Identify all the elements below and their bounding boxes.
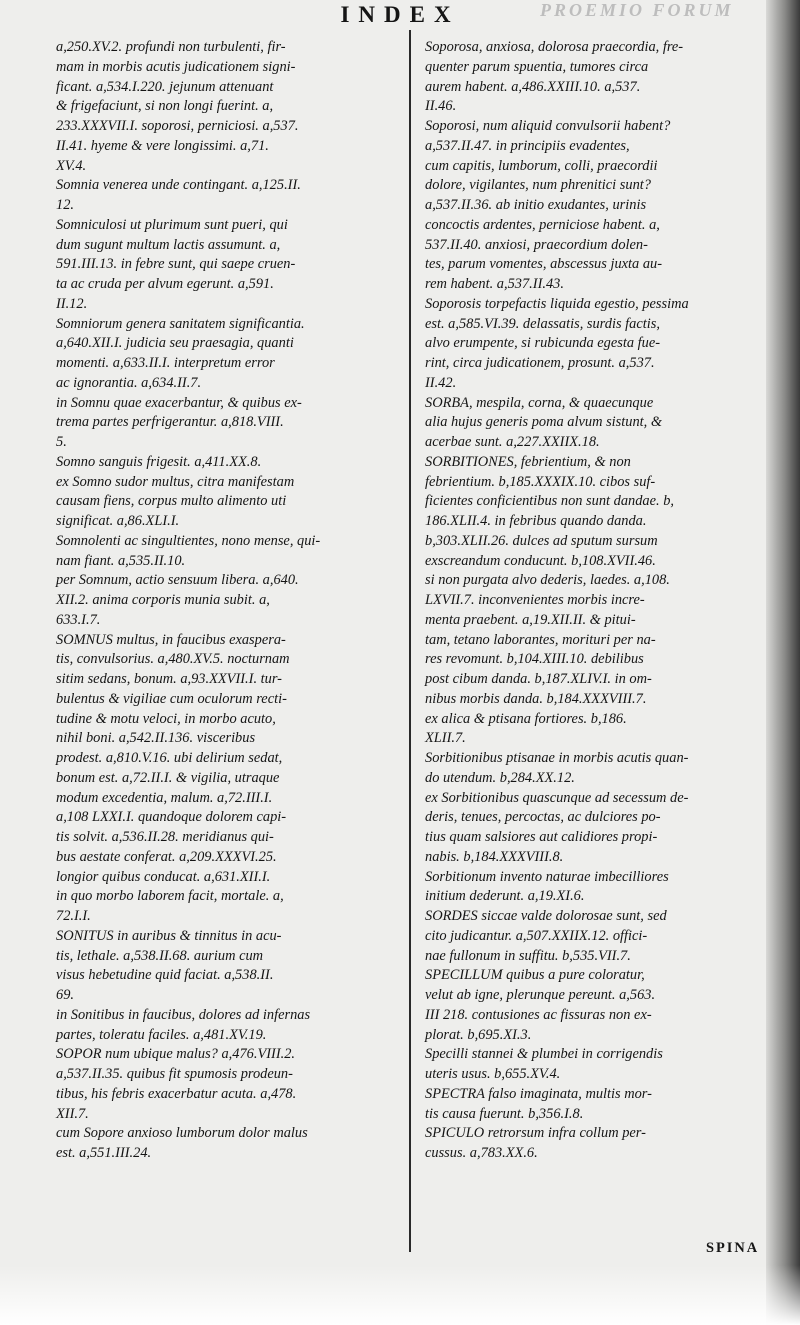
- entry-line: in Sonitibus in faucibus, dolores ad infernas: [56, 1006, 311, 1023]
- index-entry: [425, 868, 760, 908]
- entry-line: momenti. a,633.II.I. interpretum error: [56, 355, 275, 371]
- entry-line: visus hebetudine quid faciat. a,538.II.: [56, 967, 274, 984]
- entry-line: LXVII.7. inconvenientes morbis incre-: [425, 592, 645, 608]
- entry-line: cito judicantur. a,507.XXIIX.12. offici-: [425, 927, 648, 944]
- entry-line: nabis. b,184.XXXVIII.8.: [425, 848, 564, 865]
- entry-line: quenter parum spuentia, tumores circa: [425, 58, 649, 75]
- entry-line: deris, tenues, percoctas, ac dulciores po-: [425, 809, 661, 826]
- index-entry: [56, 571, 396, 630]
- index-entry: [56, 927, 396, 1006]
- entry-line: tis causa fuerunt. b,356.I.8.: [425, 1105, 584, 1122]
- entry-line: sitim sedans, bonum. a,93.XXVII.I. tur-: [56, 671, 282, 687]
- entry-line: a,108 LXXI.I. quandoque dolorem capi-: [56, 809, 287, 826]
- index-entry: [56, 216, 396, 315]
- entry-line: uteris usus. b,655.XV.4.: [425, 1066, 561, 1082]
- entry-line: 591.III.13. in febre sunt, qui saepe cruen-: [56, 256, 296, 273]
- entry-line: a,640.XII.I. judicia seu praesagia, quanti: [56, 335, 294, 352]
- entry-line: ex Sorbitionibus quascunque ad secessum de-: [425, 789, 689, 806]
- entry-line: Somno sanguis frigesit. a,411.XX.8.: [56, 453, 262, 470]
- entry-line: SPECTRA falso imaginata, multis mor-: [425, 1085, 652, 1102]
- entry-line: b,303.XLII.26. dulces ad sputum sursum: [425, 532, 658, 549]
- entry-line: causam fiens, corpus multo alimento uti: [56, 493, 287, 510]
- entry-line: & frigefaciunt, si non longi fuerint. a,: [56, 98, 274, 115]
- index-entry: [425, 966, 760, 1045]
- entry-line: in Somnu quae exacerbantur, & quibus ex-: [56, 394, 302, 411]
- entry-line: tes, parum vomentes, abscessus juxta au-: [425, 256, 663, 273]
- entry-line: rem habent. a,537.II.43.: [425, 276, 564, 292]
- entry-line: 186.XLII.4. in febribus quando danda.: [425, 513, 647, 529]
- index-entry: [56, 631, 396, 927]
- index-entry: [56, 38, 396, 176]
- entry-line: cum Sopore anxioso lumborum dolor malus: [56, 1125, 308, 1142]
- right-index-column: [425, 38, 760, 1164]
- entry-line: dum sugunt multum lactis assumunt. a,: [56, 236, 281, 253]
- entry-line: aurem habent. a,486.XXIII.10. a,537.: [425, 78, 641, 95]
- entry-line: II.41. hyeme & vere longissimi. a,71.: [56, 137, 269, 154]
- entry-line: mam in morbis acutis judicationem signi-: [56, 58, 296, 75]
- entry-line: Somniorum genera sanitatem significantia.: [56, 315, 305, 332]
- entry-line: exscreandum conducunt. b,108.XVII.46.: [425, 552, 656, 569]
- entry-line: XII.7.: [56, 1105, 89, 1122]
- index-entry: [56, 315, 396, 394]
- entry-line: Sorbitionibus ptisanae in morbis acutis quan-: [425, 750, 689, 766]
- index-entry: [425, 295, 760, 394]
- index-entry: [425, 1124, 760, 1164]
- entry-line: SORDES siccae valde dolorosae sunt, sed: [425, 908, 667, 924]
- entry-line: 633.I.7.: [56, 611, 101, 628]
- index-entry: [56, 394, 396, 453]
- entry-line: Somniculosi ut plurimum sunt pueri, qui: [56, 216, 288, 233]
- entry-line: initium dederunt. a,19.XI.6.: [425, 888, 585, 905]
- entry-line: significat. a,86.XLI.I.: [56, 513, 180, 529]
- entry-line: alia hujus generis poma alvum sistunt, &: [425, 414, 663, 431]
- entry-line: XLII.7.: [425, 730, 466, 747]
- index-entry: [56, 176, 396, 216]
- entry-line: res revomunt. b,104.XIII.10. debilibus: [425, 651, 644, 668]
- entry-line: dolore, vigilantes, num phrenitici sunt?: [425, 177, 651, 194]
- entry-line: menta praebent. a,19.XII.II. & pitui-: [425, 611, 636, 628]
- entry-line: ex alica & ptisana fortiores. b,186.: [425, 710, 627, 727]
- entry-line: tis, convulsorius. a,480.XV.5. nocturnam: [56, 651, 290, 668]
- entry-line: tam, tetano laborantes, morituri per na-: [425, 631, 656, 648]
- entry-line: do utendum. b,284.XX.12.: [425, 769, 575, 786]
- entry-line: SPECILLUM quibus a pure coloratur,: [425, 967, 645, 984]
- catchword: SPINA: [706, 1240, 760, 1256]
- entry-line: cum capitis, lumborum, colli, praecordii: [425, 157, 658, 174]
- entry-line: trema partes perfrigerantur. a,818.VIII.: [56, 414, 284, 431]
- index-entry: [56, 532, 396, 572]
- entry-line: in quo morbo laborem facit, mortale. a,: [56, 888, 284, 905]
- entry-line: bulentus & vigiliae cum oculorum recti-: [56, 690, 287, 707]
- entry-line: ac ignorantia. a,634.II.7.: [56, 374, 202, 391]
- index-entry: [425, 789, 760, 868]
- entry-line: Specilli stannei & plumbei in corrigendis: [425, 1046, 663, 1063]
- index-entry: [56, 473, 396, 532]
- entry-line: tibus, his febris exacerbatur acuta. a,478.: [56, 1085, 297, 1102]
- entry-line: si non purgata alvo dederis, laedes. a,108.: [425, 572, 670, 589]
- running-head: INDEX: [340, 2, 460, 27]
- entry-line: tudine & motu veloci, in morbo acuto,: [56, 710, 276, 727]
- index-entry: [56, 453, 396, 473]
- entry-line: 12.: [56, 197, 74, 213]
- index-entry: [425, 453, 760, 749]
- index-entry: [56, 1045, 396, 1124]
- entry-line: prodest. a,810.V.16. ubi delirium sedat,: [56, 750, 283, 766]
- entry-line: 537.II.40. anxiosi, praecordium dolen-: [425, 236, 648, 253]
- entry-line: modum excedentia, malum. a,72.III.I.: [56, 789, 273, 806]
- entry-line: a,537.II.35. quibus fit spumosis prodeun-: [56, 1066, 293, 1082]
- entry-line: 72.I.I.: [56, 908, 91, 924]
- entry-line: Sorbitionum invento naturae imbecilliores: [425, 868, 669, 885]
- entry-line: Somnia venerea unde contingant. a,125.II.: [56, 177, 301, 194]
- entry-line: acerbae sunt. a,227.XXIIX.18.: [425, 434, 600, 450]
- page-bottom-fade: [0, 1265, 800, 1325]
- entry-line: 233.XXXVII.I. soporosi, perniciosi. a,537.: [56, 118, 299, 134]
- entry-line: post cibum danda. b,187.XLIV.I. in om-: [425, 671, 652, 687]
- entry-line: III 218. contusiones ac fissuras non ex-: [425, 1006, 652, 1023]
- entry-line: a,537.II.36. ab initio exudantes, urinis: [425, 197, 647, 213]
- entry-line: nam fiant. a,535.II.10.: [56, 552, 186, 569]
- entry-line: a,250.XV.2. profundi non turbulenti, fir-: [56, 39, 286, 55]
- index-entry: [425, 38, 760, 117]
- entry-line: bus aestate conferat. a,209.XXXVI.25.: [56, 848, 277, 865]
- bleed-through-heading: PROEMIO FORUM: [540, 0, 734, 20]
- index-entry: [425, 394, 760, 453]
- entry-line: SPICULO retrorsum infra collum per-: [425, 1125, 646, 1142]
- entry-line: velut ab igne, plerunque pereunt. a,563.: [425, 987, 656, 1003]
- index-entry: [425, 117, 760, 295]
- entry-line: est. a,585.VI.39. delassatis, surdis factis,: [425, 315, 660, 332]
- entry-line: Soporosi, num aliquid convulsorii habent?: [425, 118, 671, 134]
- entry-line: tius quam salsiores aut calidiores propi-: [425, 829, 658, 845]
- column-divider: [409, 30, 411, 1252]
- entry-line: rint, circa judicationem, prosunt. a,537.: [425, 355, 655, 371]
- entry-line: partes, toleratu faciles. a,481.XV.19.: [56, 1026, 267, 1043]
- entry-line: tis solvit. a,536.II.28. meridianus qui-: [56, 829, 274, 845]
- entry-line: ficientes conficientibus non sunt dandae. b,: [425, 493, 674, 510]
- page-edge-shadow: [766, 0, 800, 1325]
- entry-line: nibus morbis danda. b,184.XXXVIII.7.: [425, 690, 647, 707]
- entry-line: Somnolenti ac singultientes, nono mense, qui-: [56, 532, 321, 549]
- entry-line: XII.2. anima corporis munia subit. a,: [56, 592, 270, 608]
- index-entry: [56, 1006, 396, 1046]
- entry-line: XV.4.: [56, 157, 87, 174]
- entry-line: Soporosa, anxiosa, dolorosa praecordia, fre-: [425, 39, 684, 55]
- entry-line: II.46.: [425, 98, 457, 115]
- entry-line: longior quibus conducat. a,631.XII.I.: [56, 868, 271, 885]
- left-index-column: [56, 38, 396, 1164]
- index-entry: [425, 907, 760, 966]
- entry-line: ficant. a,534.I.220. jejunum attenuant: [56, 78, 274, 95]
- entry-line: SORBITIONES, febrientium, & non: [425, 453, 631, 470]
- index-entry: [425, 1045, 760, 1085]
- entry-line: a,537.II.47. in principiis evadentes,: [425, 137, 630, 154]
- entry-line: per Somnum, actio sensuum libera. a,640.: [56, 572, 299, 589]
- entry-line: Soporosis torpefactis liquida egestio, pessima: [425, 295, 689, 312]
- entry-line: febrientium. b,185.XXXIX.10. cibos suf-: [425, 473, 656, 490]
- entry-line: alvo erumpente, si rubicunda egesta fue-: [425, 335, 660, 352]
- entry-line: nihil boni. a,542.II.136. visceribus: [56, 730, 256, 747]
- index-entry: [425, 1085, 760, 1125]
- entry-line: concoctis ardentes, perniciose habent. a,: [425, 216, 660, 233]
- entry-line: ex Somno sudor multus, citra manifestam: [56, 473, 295, 490]
- index-entry: [425, 749, 760, 789]
- entry-line: SOMNUS multus, in faucibus exaspera-: [56, 631, 286, 648]
- entry-line: plorat. b,695.XI.3.: [425, 1026, 532, 1043]
- entry-line: 5.: [56, 434, 67, 450]
- entry-line: SONITUS in auribus & tinnitus in acu-: [56, 927, 282, 944]
- entry-line: nae fullonum in suffitu. b,535.VII.7.: [425, 947, 631, 964]
- entry-line: SORBA, mespila, corna, & quaecunque: [425, 394, 654, 411]
- entry-line: cussus. a,783.XX.6.: [425, 1145, 538, 1161]
- entry-line: SOPOR num ubique malus? a,476.VIII.2.: [56, 1046, 296, 1063]
- entry-line: ta ac cruda per alvum egerunt. a,591.: [56, 276, 274, 292]
- entry-line: II.42.: [425, 374, 457, 391]
- index-entry: [56, 1124, 396, 1164]
- entry-line: tis, lethale. a,538.II.68. aurium cum: [56, 947, 264, 964]
- entry-line: 69.: [56, 987, 74, 1003]
- entry-line: est. a,551.III.24.: [56, 1145, 152, 1161]
- entry-line: bonum est. a,72.II.I. & vigilia, utraque: [56, 769, 280, 786]
- entry-line: II.12.: [56, 295, 88, 312]
